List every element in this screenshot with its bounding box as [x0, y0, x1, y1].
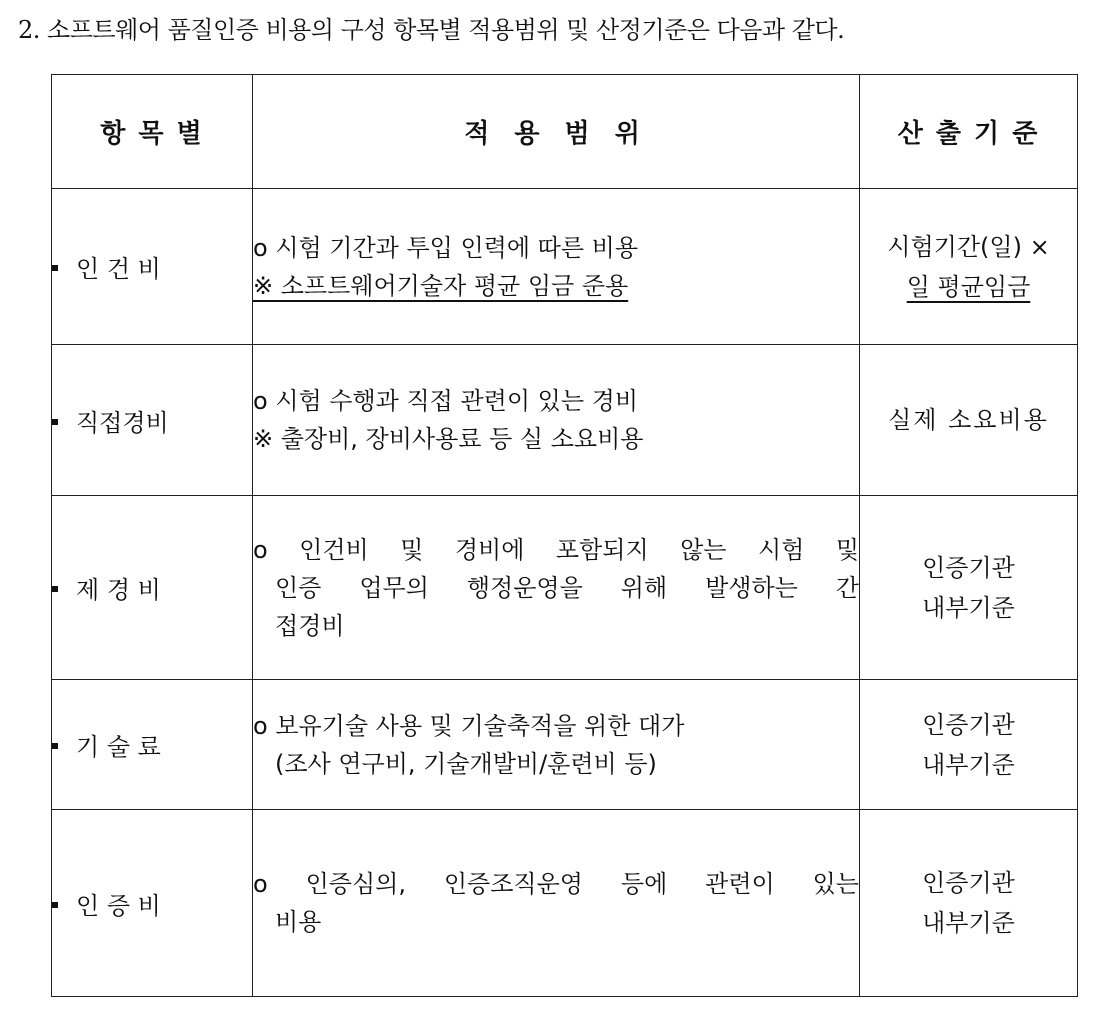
table-header-row [52, 75, 1078, 189]
item-cell [52, 189, 253, 345]
scope-line: o 시험 기간과 투입 인력에 따른 비용 [253, 233, 639, 262]
scope-cell [253, 189, 860, 345]
scope-cell [253, 810, 860, 997]
item-label: 제 경 비 [76, 576, 161, 604]
item-cell [52, 345, 253, 496]
basis-line: 내부기준 [922, 593, 1015, 622]
basis-line: 인증기관 [922, 553, 1015, 582]
scope-line: o 인건비 및 경비에 포함되지 않는 시험 및 [253, 535, 859, 564]
scope-line: 접경비 [275, 611, 345, 640]
section-heading: 2. 소프트웨어 품질인증 비용의 구성 항목별 적용범위 및 산정기준은 다음과 같다. [18, 16, 845, 44]
basis-line: 내부기준 [922, 750, 1015, 779]
header-scope: 적 용 범 위 [253, 75, 860, 189]
item-cell [52, 680, 253, 810]
scope-line: o 시험 수행과 직접 관련이 있는 경비 [253, 387, 639, 415]
square-bullet-icon [52, 419, 58, 425]
basis-line: 시험기간(일) × [887, 232, 1050, 261]
square-bullet-icon [52, 265, 58, 271]
scope-line: o 인증심의, 인증조직운영 등에 관련이 있는 [253, 870, 859, 898]
table-row [52, 810, 1078, 997]
basis-line: 인증기관 [922, 869, 1015, 897]
scope-note: ※ 출장비, 장비사용료 등 실 소요비용 [253, 425, 644, 453]
scope-line: 비용 [275, 908, 322, 936]
scope-line: 인증 업무의 행정운영을 위해 발생하는 간 [275, 573, 859, 602]
square-bullet-icon [52, 586, 58, 592]
table-row [52, 189, 1078, 345]
basis-cell [860, 345, 1078, 496]
basis-cell [860, 810, 1078, 997]
item-label: 기 술 료 [76, 733, 161, 761]
scope-note-underlined: ※ 소프트웨어기술자 평균 임금 준용 [253, 271, 629, 300]
item-label: 인 증 비 [76, 891, 161, 920]
cost-items-table [51, 74, 1078, 997]
basis-line: 인증기관 [922, 710, 1015, 739]
header-basis: 산 출 기 준 [860, 75, 1078, 189]
item-label: 직접경비 [76, 408, 169, 437]
scope-line: (조사 연구비, 기술개발비/훈련비 등) [275, 749, 657, 778]
basis-cell [860, 680, 1078, 810]
basis-cell [860, 189, 1078, 345]
basis-line: 실제 소요비용 [888, 406, 1049, 434]
item-cell [52, 810, 253, 997]
scope-cell [253, 345, 860, 496]
scope-line: o 보유기술 사용 및 기술축적을 위한 대가 [253, 711, 685, 740]
item-cell [52, 496, 253, 680]
scope-cell [253, 496, 860, 680]
basis-line-underlined: 일 평균임금 [906, 272, 1031, 301]
table-row [52, 496, 1078, 680]
table-row [52, 680, 1078, 810]
scope-cell [253, 680, 860, 810]
table-row [52, 345, 1078, 496]
item-label: 인 건 비 [76, 255, 161, 283]
basis-line: 내부기준 [922, 909, 1015, 937]
square-bullet-icon [52, 743, 58, 749]
square-bullet-icon [52, 902, 58, 908]
header-item: 항 목 별 [52, 75, 253, 189]
basis-cell [860, 496, 1078, 680]
